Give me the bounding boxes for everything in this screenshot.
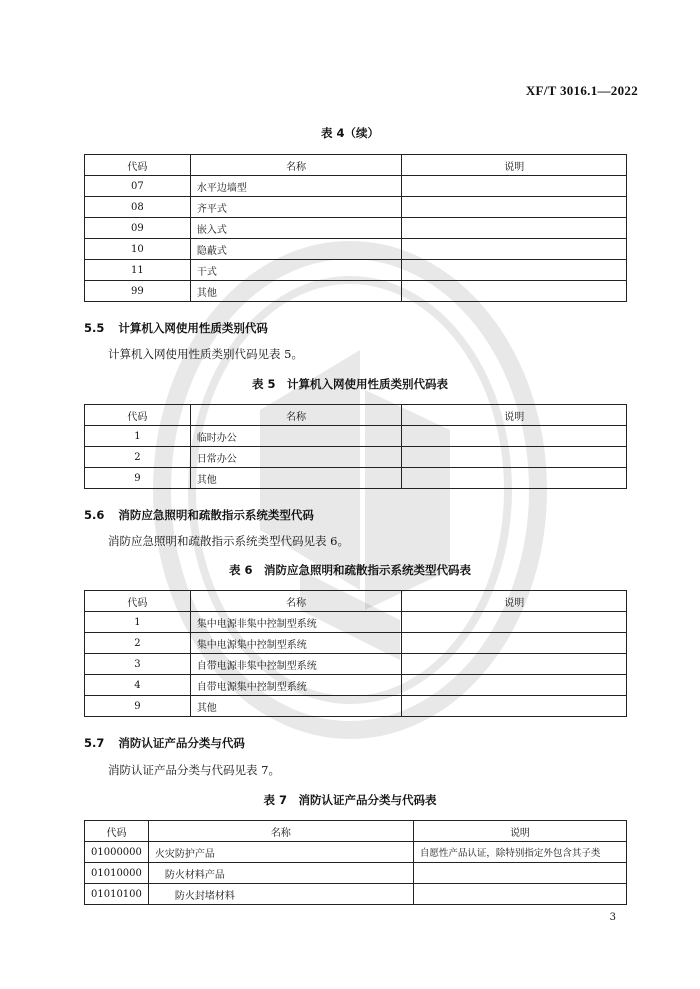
table-row: 9 其他 (85, 468, 627, 489)
standard-number: XF/T 3016.1—2022 (525, 83, 638, 98)
table-row: 01010000 防火材料产品 (85, 863, 627, 884)
table4 (84, 154, 627, 302)
table-row: 2 日常办公 (85, 447, 627, 468)
page-number: 3 (609, 912, 616, 923)
table4-caption: 表 4（续） (320, 126, 379, 140)
table5-caption: 表 5 计算机入网使用性质类别代码表 (251, 377, 448, 391)
header-note: 说明 (402, 155, 627, 176)
table-row: 01010100 防火封堵材料 (85, 884, 627, 905)
table-header-row: 代码 名称 说明 (85, 591, 627, 612)
table-row: 01000000 火灾防护产品 自愿性产品认证，除特别指定外包含其子类 (85, 842, 627, 863)
table6 (84, 590, 627, 717)
table-header-row (85, 155, 627, 176)
header-code: 代码 (85, 155, 191, 176)
table-row: 10 隐蔽式 (85, 239, 627, 260)
table-row: 1 集中电源非集中控制型系统 (85, 612, 627, 633)
table-row: 09 嵌入式 (85, 218, 627, 239)
section-heading: 5.5 计算机入网使用性质类别代码 (84, 321, 268, 335)
table-row: 07 水平边墙型 (85, 176, 627, 197)
table-row: 1 临时办公 (85, 426, 627, 447)
table-row: 08 齐平式 (85, 197, 627, 218)
table-row: 3 自带电源非集中控制型系统 (85, 654, 627, 675)
table-row: 9 其他 (85, 696, 627, 717)
table-row: 11 干式 (85, 260, 627, 281)
table-header-row: 代码 名称 说明 (85, 405, 627, 426)
table-row: 4 自带电源集中控制型系统 (85, 675, 627, 696)
paragraph: 消防认证产品分类与代码见表 7。 (108, 763, 280, 777)
table6-caption: 表 6 消防应急照明和疏散指示系统类型代码表 (228, 563, 471, 577)
table5 (84, 404, 627, 489)
paragraph: 计算机入网使用性质类别代码见表 5。 (108, 347, 303, 361)
section-heading: 5.6 消防应急照明和疏散指示系统类型代码 (84, 508, 314, 522)
table-row: 2 集中电源集中控制型系统 (85, 633, 627, 654)
table-row: 99 其他 (85, 281, 627, 302)
table-header-row: 代码 名称 说明 (85, 821, 627, 842)
table7-caption: 表 7 消防认证产品分类与代码表 (263, 793, 437, 807)
table7 (84, 820, 627, 905)
section-heading: 5.7 消防认证产品分类与代码 (84, 736, 245, 750)
header-name: 名称 (190, 155, 402, 176)
paragraph: 消防应急照明和疏散指示系统类型代码见表 6。 (108, 534, 349, 548)
